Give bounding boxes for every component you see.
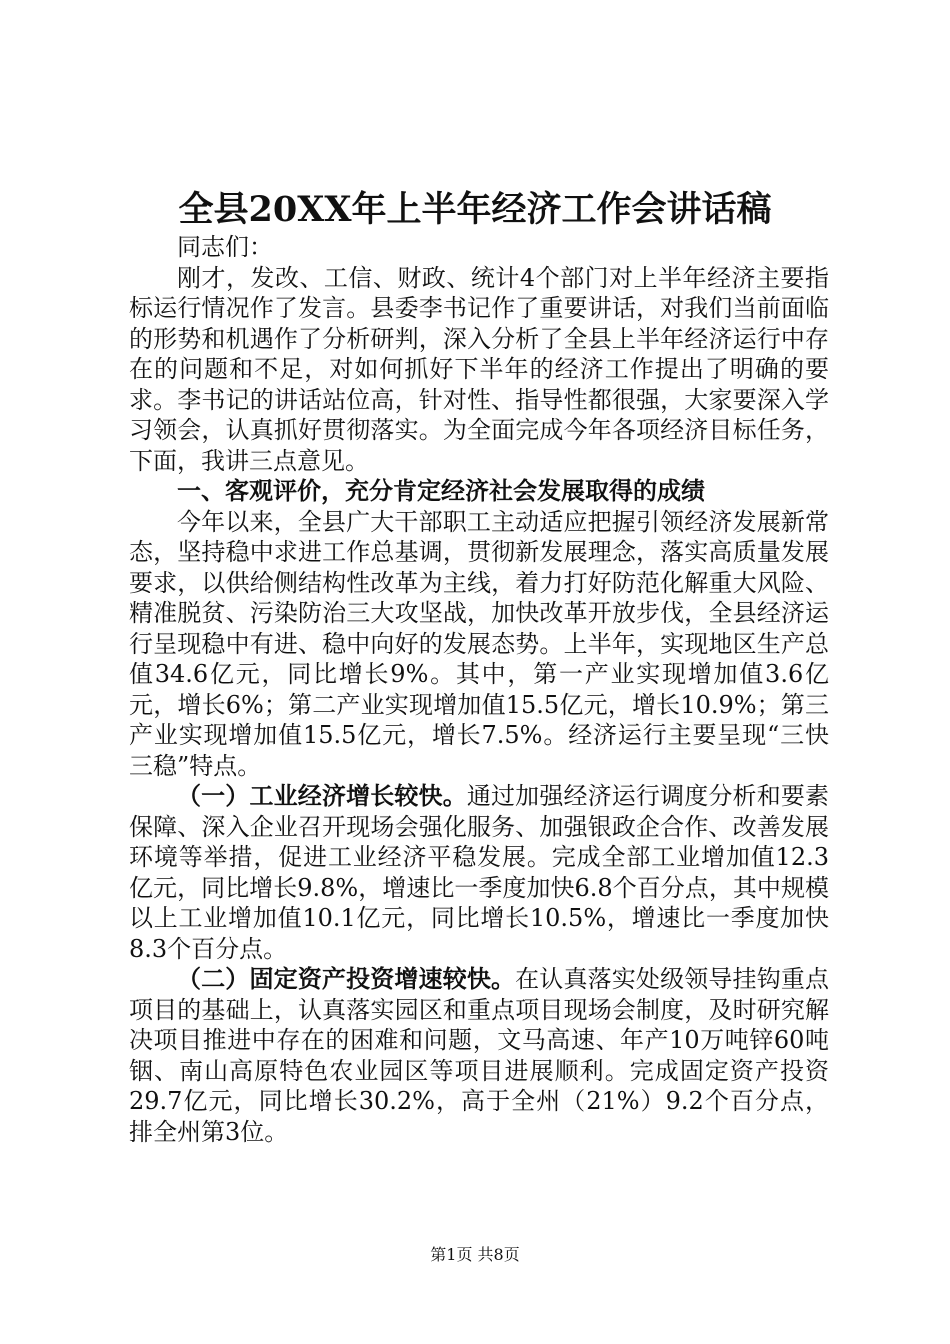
intro-paragraph: 刚才，发改、工信、财政、统计4个部门对上半年经济主要指标运行情况作了发言。县委李书记作了重要讲话，对我们当前面临的形势和机遇作了分析研判，深入分析了全县上半年经济运行中存在的问题和不足，对如何抓好下半年的经济工作提出了明确的要求。李书记的讲话站位高，针对性、指导性都很强，大家要深入学习领会，认真抓好贯彻落实。为全面完成今年各项经济目标任务，下面，我讲三点意见。: [129, 263, 829, 475]
point-1-paragraph: [129, 781, 829, 964]
point-2-body: 在认真落实处级领导挂钩重点项目的基础上，认真落实园区和重点项目现场会制度，及时研究解决项目推进中存在的困难和问题，文马高速、年产10万吨锌60吨铟、南山高原特色农业园区等项目进展顺利。完成固定资产投资29.7亿元，同比增长30.2%，高于全州（21%）9.2个百分点，排全州第3位。: [129, 965, 830, 1146]
page-footer: 第1页 共8页: [430, 1245, 520, 1264]
section-1-heading: 一、客观评价，充分肯定经济社会发展取得的成绩: [177, 476, 705, 505]
point-1-lead: （一）工业经济增长较快。: [177, 781, 467, 810]
document-title: 全县20XX年上半年经济工作会讲话稿: [178, 189, 772, 230]
point-2-paragraph: [129, 964, 829, 1147]
point-2-lead: （二）固定资产投资增速较快。: [177, 964, 516, 993]
salutation: 同志们：: [177, 233, 273, 261]
document-body: [129, 232, 829, 1147]
point-1-body: 通过加强经济运行调度分析和要素保障、深入企业召开现场会强化服务、加强银政企合作、改善发展环境等举措，促进工业经济平稳发展。完成全部工业增加值12.3亿元，同比增长9.8%，增速比一季度加快6.8个百分点，其中规模以上工业增加值10.1亿元，同比增长10.5%，增速比一季度加快8.3个百分点。: [129, 782, 830, 963]
section-1-paragraph: 今年以来，全县广大干部职工主动适应把握引领经济发展新常态，坚持稳中求进工作总基调，贯彻新发展理念，落实高质量发展要求，以供给侧结构性改革为主线，着力打好防范化解重大风险、精准脱贫、污染防治三大攻坚战，加快改革开放步伐，全县经济运行呈现稳中有进、稳中向好的发展态势。上半年，实现地区生产总值34.6亿元，同比增长9%。其中，第一产业实现增加值3.6亿元，增长6%；第二产业实现增加值15.5亿元，增长10.9%；第三产业实现增加值15.5亿元，增长7.5%。经济运行主要呈现“三快三稳”特点。: [129, 507, 829, 780]
